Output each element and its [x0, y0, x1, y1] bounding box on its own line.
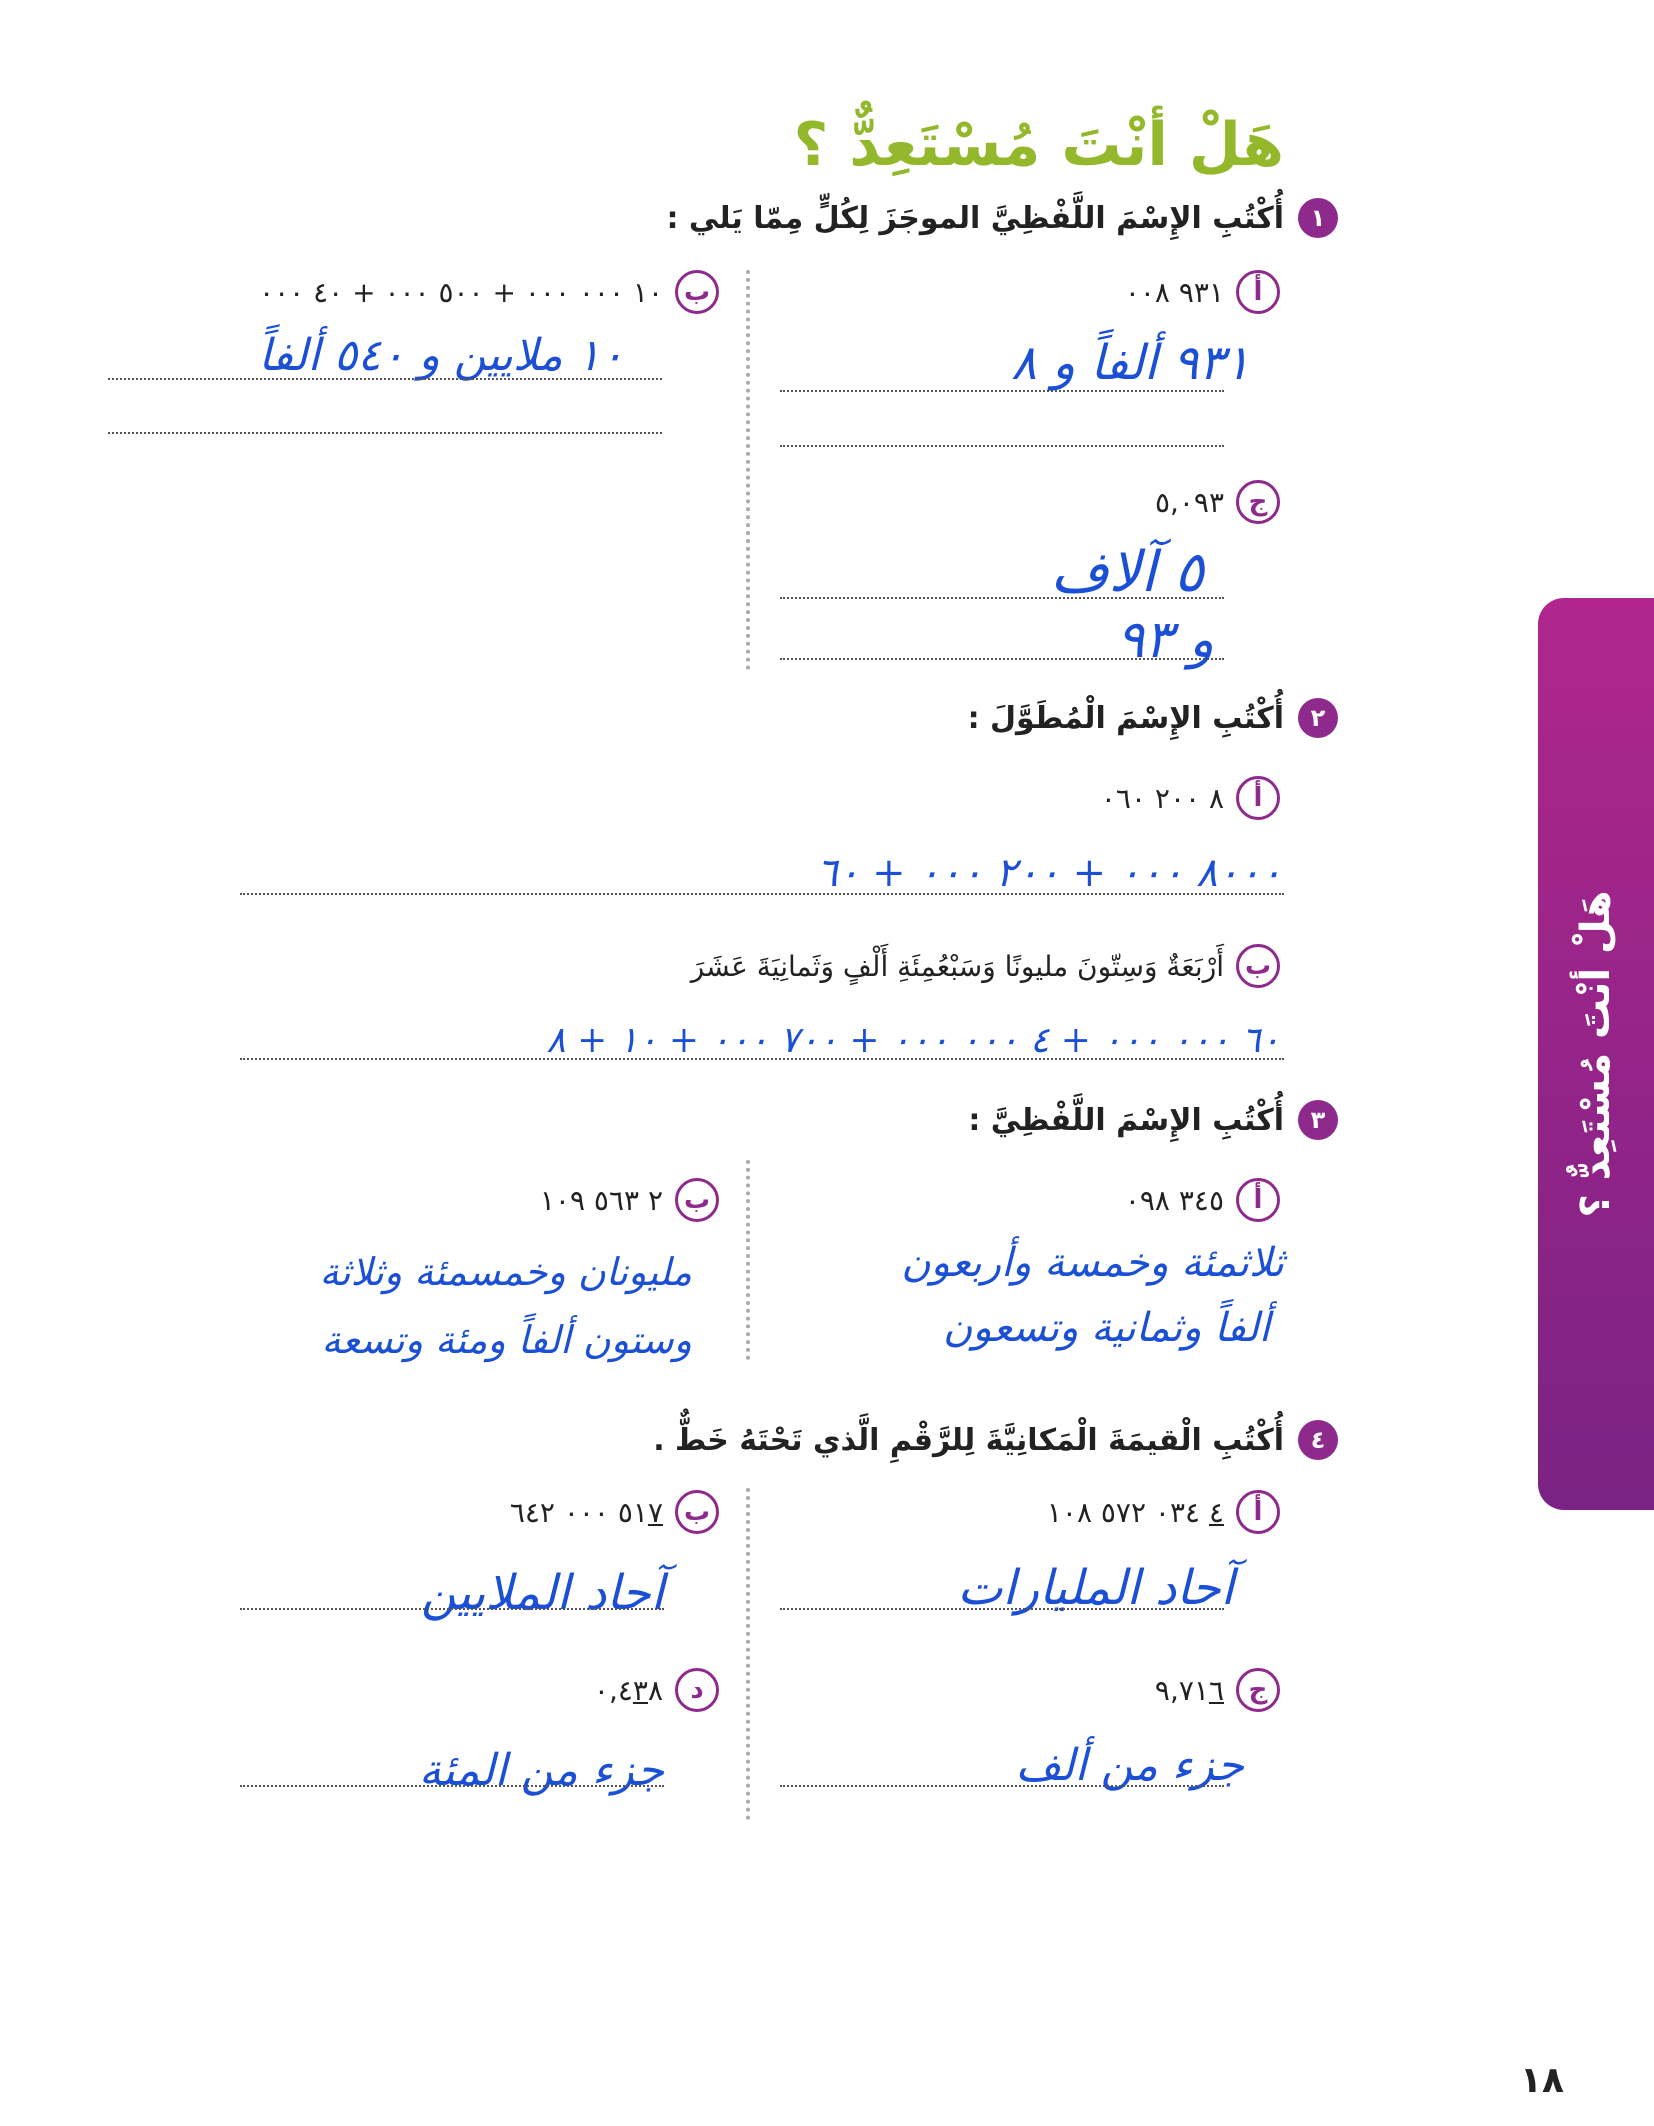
question-number-badge: ٢ — [1298, 698, 1338, 738]
answer-line — [240, 893, 1284, 895]
answer-line — [780, 597, 1224, 599]
underlined-digit: ٧ — [647, 1495, 663, 1529]
q3-item-b — [540, 1178, 719, 1222]
handwritten-answer: ٦٠ ٠٠٠ ٠٠٠ + ٤ ٠٠٠ ٠٠٠ + ٧٠٠ ٠٠٠ + ١٠ + ٨ — [546, 1020, 1280, 1061]
item-label-badge: ب — [675, 1490, 719, 1534]
q1-item-c — [1155, 480, 1280, 524]
item-value: ٢ ٥٦٣ ١٠٩ — [539, 1183, 663, 1217]
item-value: ٨ ٢٠٠ ٠٦٠ — [1100, 781, 1224, 815]
question-text: أُكْتُبِ الإِسْمَ الْمُطَوَّلَ : — [967, 700, 1284, 736]
handwritten-answer: ٩٣١ ألفاً و ٨ — [1011, 335, 1250, 391]
page-number: ١٨ — [1520, 2060, 1564, 2101]
item-label-badge: ب — [1236, 944, 1280, 988]
answer-line — [108, 378, 662, 380]
page-title: هَلْ أنْتَ مُسْتَعِدٌّ ؟ — [793, 110, 1284, 180]
question-1 — [666, 198, 1338, 238]
answer-line — [780, 1608, 1224, 1610]
side-tab-label: هَلْ أنْتَ مُسْتَعِدٌّ ؟ — [1573, 890, 1619, 1218]
item-label-badge: ج — [1236, 480, 1280, 524]
item-value: أَرْبَعَةٌ وَسِتّونَ مليونًا وَسَبْعُمِئَةِ أَلْفٍ وَثَمانِيَةَ عَشَرَ — [690, 949, 1224, 983]
question-text: أُكْتُبِ الإِسْمَ اللَّفْظِيَّ : — [968, 1102, 1284, 1138]
question-text: أُكْتُبِ الْقيمَةَ الْمَكانِيَّةَ لِلرَّقْمِ الَّذي تَحْتَهُ خَطٌّ . — [653, 1422, 1284, 1458]
q1-item-a — [1125, 270, 1280, 314]
item-label-badge: أ — [1236, 1490, 1280, 1534]
column-divider — [746, 1488, 750, 1820]
item-value: ١٠ ٠٠٠ ٠٠٠ + ٥٠٠ ٠٠٠ + ٤٠ ٠٠٠ — [259, 275, 663, 309]
question-3 — [968, 1100, 1338, 1140]
answer-line — [240, 1058, 1284, 1060]
item-value: ٤ ٠٣٤ ٥٧٢ ١٠٨ — [1046, 1495, 1224, 1529]
item-label-badge: أ — [1236, 270, 1280, 314]
q2-item-a — [1101, 776, 1280, 820]
underlined-digit: ٤ — [1208, 1495, 1224, 1529]
handwritten-answer: ١٠ ملايين و ٥٤٠ ألفاً — [258, 330, 624, 381]
item-value: ٣٤٥ ٠٩٨ — [1124, 1183, 1224, 1217]
q4-item-b — [510, 1490, 719, 1534]
answer-line — [780, 445, 1224, 447]
handwritten-answer: و ٩٣ — [1116, 610, 1214, 670]
answer-line — [780, 658, 1224, 660]
item-label-badge: أ — [1236, 1178, 1280, 1222]
question-text: أُكْتُبِ الإِسْمَ اللَّفْظِيَّ الموجَزَ لِكُلٍّ مِمّا يَلي : — [666, 200, 1284, 236]
column-divider — [746, 270, 750, 670]
answer-line — [240, 1608, 664, 1610]
item-label-badge: ب — [675, 270, 719, 314]
q4-item-c — [1155, 1668, 1280, 1712]
item-label-badge: ج — [1236, 1668, 1280, 1712]
answer-line — [108, 432, 662, 434]
question-number-badge: ١ — [1298, 198, 1338, 238]
item-value: ٥,٠٩٣ — [1154, 485, 1224, 519]
q3-item-a — [1125, 1178, 1280, 1222]
question-2 — [968, 698, 1338, 738]
underlined-digit: ٣ — [632, 1673, 648, 1707]
item-label-badge: أ — [1236, 776, 1280, 820]
item-value: ٩٣١ ٠٠٨ — [1124, 275, 1224, 309]
handwritten-answer: آحاد الملايين — [421, 1565, 664, 1621]
handwritten-answer: وستون ألفاً ومئة وتسعة — [321, 1318, 692, 1362]
column-divider — [746, 1160, 750, 1360]
q4-item-d — [594, 1668, 719, 1712]
handwritten-answer: ٨٠٠٠ ٠٠٠ + ٢٠٠ ٠٠٠ + ٦٠ — [816, 850, 1282, 896]
answer-line — [780, 1785, 1224, 1787]
q2-item-b — [691, 944, 1280, 988]
handwritten-answer: جزء من المئة — [418, 1745, 664, 1796]
handwritten-answer: جزء من ألف — [1015, 1740, 1244, 1791]
answer-line — [780, 390, 1224, 392]
q1-item-b — [259, 270, 719, 314]
question-4 — [653, 1420, 1338, 1460]
side-tab — [1538, 598, 1654, 1510]
item-value: ٠,٤٣٨ — [593, 1673, 663, 1707]
underlined-digit: ٦ — [1208, 1673, 1224, 1707]
item-label-badge: ب — [675, 1178, 719, 1222]
item-label-badge: د — [675, 1668, 719, 1712]
item-value: ٩,٧١٦ — [1154, 1673, 1224, 1707]
handwritten-answer: ٥ آلاف — [1050, 540, 1204, 605]
question-number-badge: ٣ — [1298, 1100, 1338, 1140]
item-value: ٥١٧ ٠٠٠ ٦٤٢ — [509, 1495, 663, 1529]
question-number-badge: ٤ — [1298, 1420, 1338, 1460]
q4-item-a — [1047, 1490, 1280, 1534]
handwritten-answer: ألفاً وثمانية وتسعون — [942, 1305, 1270, 1351]
handwritten-answer: مليونان وخمسمئة وثلاثة — [319, 1250, 692, 1294]
answer-line — [240, 1785, 664, 1787]
handwritten-answer: ثلاثمئة وخمسة وأربعون — [901, 1240, 1284, 1286]
handwritten-answer: آحاد المليارات — [957, 1560, 1234, 1616]
